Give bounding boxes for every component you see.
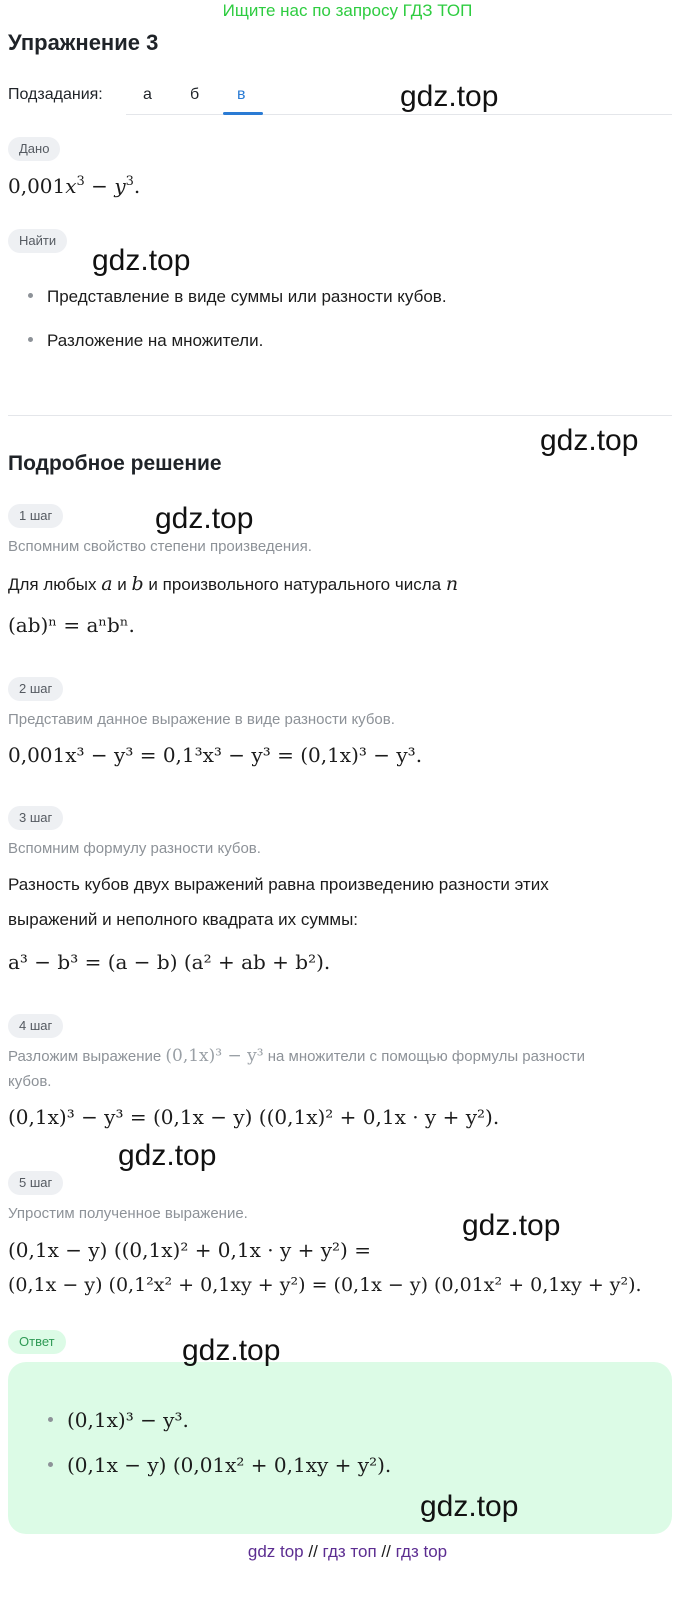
search-banner: Ищите нас по запросу ГДЗ ТОП (222, 1, 473, 20)
step-1-formula: (ab)ⁿ = aⁿbⁿ. (8, 613, 135, 637)
find-item: Представление в виде суммы или разности кубов. (28, 287, 447, 307)
step-3-formula: a³ − b³ = (a − b) (a² + ab + b²). (8, 950, 331, 974)
section-divider (8, 415, 672, 416)
subtasks-label: Подзадания: (8, 86, 103, 103)
watermark: gdz.top (118, 1139, 217, 1172)
step-1-text: Для любых a и b и произвольного натурального числа n (8, 573, 459, 595)
step-4-hint-line2: кубов. (8, 1073, 52, 1090)
answer-pill: Ответ (8, 1330, 66, 1354)
watermark: gdz.top (400, 80, 499, 113)
answer-item: (0,1x)³ − y³. (48, 1408, 189, 1432)
step-3-pill: 3 шаг (8, 806, 63, 830)
step-3-text-line2: выражений и неполного квадрата их суммы: (8, 910, 359, 929)
bullet-icon (28, 337, 33, 342)
given-pill: Дано (8, 137, 60, 161)
step-5-formula-line2: (0,1x − y) (0,1²x² + 0,1xy + y²) = (0,1x − y) (0,01x² + 0,1xy + y²). (8, 1274, 642, 1296)
answer-box (8, 1362, 672, 1534)
step-5-hint: Упростим полученное выражение. (8, 1205, 248, 1222)
bullet-icon (48, 1417, 53, 1422)
step-2-pill: 2 шаг (8, 677, 63, 701)
active-tab-indicator (223, 112, 263, 115)
step-5-formula-line1: (0,1x − y) ((0,1x)² + 0,1x · y + y²) = (8, 1238, 371, 1262)
find-item: Разложение на множители. (28, 331, 263, 351)
footer-links: gdz top // гдз топ // гдз top (247, 1542, 448, 1561)
page-title: Упражнение 3 (8, 30, 159, 55)
tab-a[interactable]: а (143, 86, 152, 103)
given-expression: $0,001x^3 - y^3$. (8, 174, 141, 198)
watermark: gdz.top (155, 502, 254, 535)
step-3-hint: Вспомним формулу разности кубов. (8, 840, 261, 857)
watermark: gdz.top (462, 1209, 561, 1242)
footer-link-gdz-top-ru[interactable]: гдз топ (322, 1542, 377, 1561)
watermark: gdz.top (92, 244, 191, 277)
step-2-formula: 0,001x³ − y³ = 0,1³x³ − y³ = (0,1x)³ − y³. (8, 743, 423, 767)
tab-v[interactable]: в (237, 86, 246, 103)
watermark: gdz.top (420, 1490, 519, 1523)
footer-link-gdz-top-mixed[interactable]: гдз top (395, 1542, 448, 1561)
step-1-pill: 1 шаг (8, 504, 63, 528)
solution-heading: Подробное решение (8, 452, 222, 475)
answer-item: (0,1x − y) (0,01x² + 0,1xy + y²). (48, 1453, 391, 1477)
step-4-formula: (0,1x)³ − y³ = (0,1x − y) ((0,1x)² + 0,1x · y + y²). (8, 1105, 500, 1129)
step-2-hint: Представим данное выражение в виде разности кубов. (8, 711, 395, 728)
watermark: gdz.top (540, 424, 639, 457)
step-4-pill: 4 шаг (8, 1014, 63, 1038)
tab-b[interactable]: б (190, 86, 200, 103)
step-4-hint: Разложим выражение (0,1x)³ − y³ на множители с помощью формулы разности (8, 1046, 586, 1066)
find-pill: Найти (8, 229, 67, 253)
bullet-icon (48, 1462, 53, 1467)
tabs-divider (126, 114, 672, 115)
bullet-icon (28, 293, 33, 298)
step-5-pill: 5 шаг (8, 1171, 63, 1195)
watermark: gdz.top (182, 1334, 281, 1367)
step-3-text-line1: Разность кубов двух выражений равна произведению разности этих (8, 875, 549, 894)
footer-link-gdz-top[interactable]: gdz top (247, 1542, 304, 1561)
step-1-hint: Вспомним свойство степени произведения. (8, 538, 312, 555)
